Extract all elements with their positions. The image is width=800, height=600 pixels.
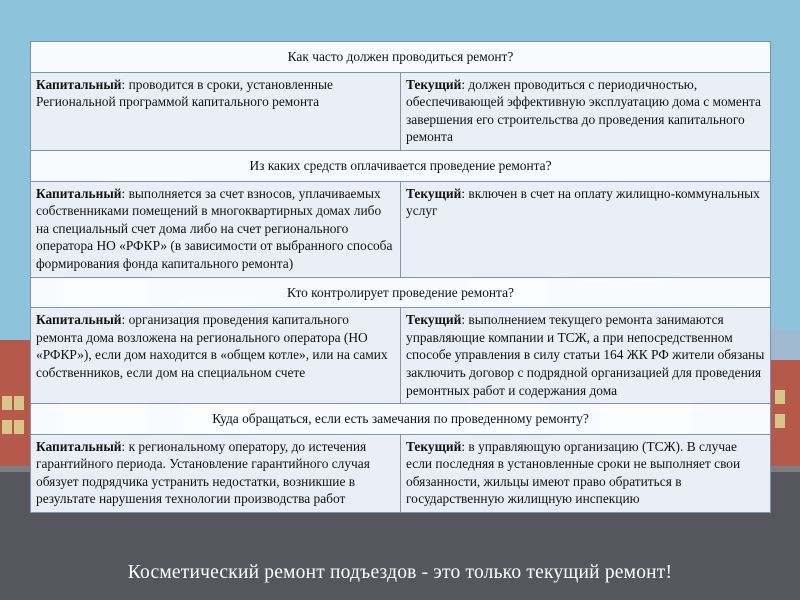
question-cell [31,404,771,435]
question-cell [31,42,771,73]
question-text: Как часто должен проводиться ремонт? [287,49,514,64]
question-cell [31,150,771,181]
capital-repair-cell [31,308,401,404]
question-row [31,42,771,73]
capital-label: Капитальный [36,438,122,454]
capital-label: Капитальный [36,312,122,328]
capital-repair-cell [31,72,401,150]
current-text: : включен в счет на оплату жилищно-коммунальных услуг [406,185,760,219]
capital-repair-cell [31,434,401,512]
question-row [31,150,771,181]
answer-row [31,308,771,404]
current-label: Текущий [406,312,462,328]
capital-text: : к региональному оператору, до истечения гарантийного периода. Установление гарантийного случая обязует подрядчика устранить недостатки, возникшие в результате нарушения технологии производства работ [36,438,370,507]
question-text: Из каких средств оплачивается проведение ремонта? [249,157,552,173]
repair-comparison-table [30,41,771,513]
current-label: Текущий [406,185,462,201]
current-repair-cell [401,181,771,277]
capital-text: : организация проведения капитального ремонта дома возложена на регионального оператора (НО «РФКР»), если дом находится в «общем котле», или на самих собственников, если дом на специальном счете [36,312,388,380]
question-text: Кто контролирует проведение ремонта? [287,284,514,300]
answer-row [31,434,771,512]
question-row [31,404,771,435]
capital-label: Капитальный [36,76,122,92]
question-row [31,277,771,308]
capital-text: : выполняется за счет взносов, уплачиваемых собственниками помещений в многоквартирных домах либо на специальный счет дома либо на счет регионального оператора НО «РФКР» (в зависимости от выбранного способа формирования фонда капитального ремонта) [36,185,393,271]
footer-caption: Косметический ремонт подъездов - это только текущий ремонт! [127,562,673,583]
answer-row [31,72,771,150]
capital-label: Капитальный [36,185,122,201]
current-label: Текущий [406,438,462,454]
capital-repair-cell [31,181,401,277]
current-text: : в управляющую организацию (ТСЖ). В случае если последняя в установленные сроки не выполняет свои обязанности, жильцы имеют право обратиться в государственную жилищную инспекцию [406,438,741,507]
question-cell [31,277,771,308]
current-repair-cell [401,72,771,150]
question-text: Куда обращаться, если есть замечания по проведенному ремонту? [212,411,589,427]
current-label: Текущий [406,76,462,92]
answer-row [31,181,771,277]
current-repair-cell [401,434,771,512]
capital-text: : проводится в сроки, установленные Региональной программой капитального ремонта [36,76,333,110]
current-repair-cell [401,308,771,404]
current-text: : выполнением текущего ремонта занимаются управляющие компании и ТСЖ, а при непосредственном способе управления в силу статьи 164 ЖК РФ жители обязаны заключить договор с подрядной организацией для проведения ремонтных работ и содержания дома [406,312,765,398]
current-text: : должен проводиться с периодичностью, обеспечивающей эффективную эксплуатацию дома с момента завершения его строительства до проведения капитального ремонта [406,76,762,145]
